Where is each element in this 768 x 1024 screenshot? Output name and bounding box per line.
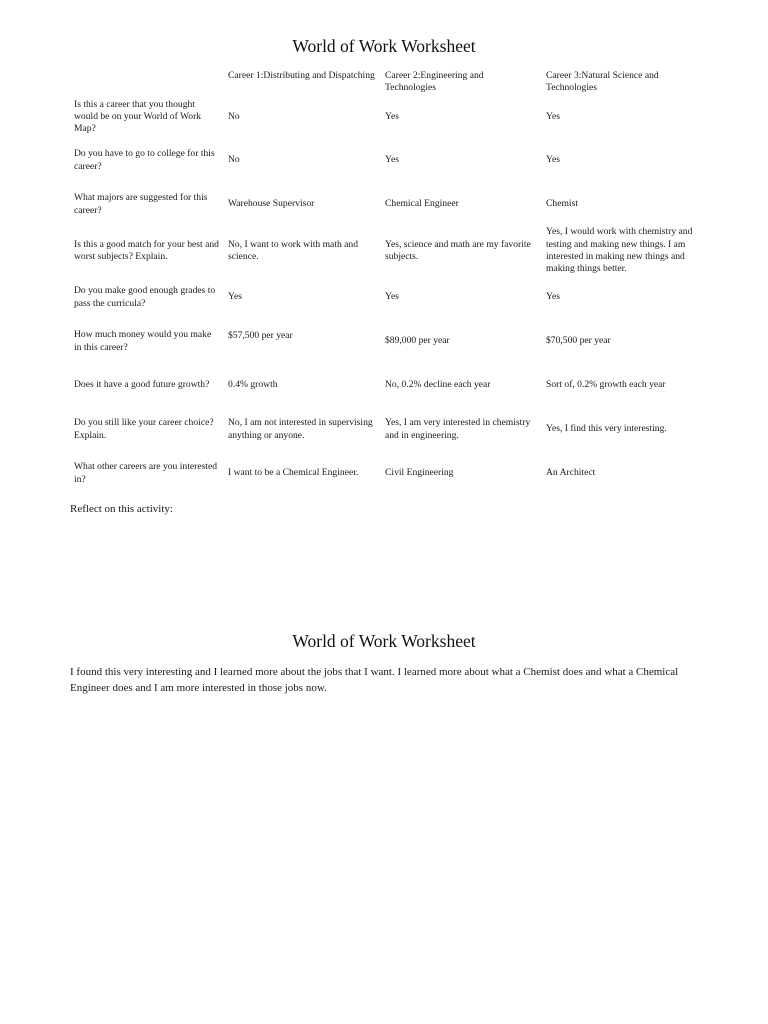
row-answer-career-2: Yes xyxy=(385,110,399,122)
row-answer-career-1: No xyxy=(228,110,240,122)
worksheet-title-repeat: World of Work Worksheet xyxy=(292,631,476,651)
row-answer-career-3: An Architect xyxy=(546,467,596,479)
reflect-label: Reflect on this activity: xyxy=(70,503,173,515)
row-answer-career-2: Yes xyxy=(385,154,399,166)
row-answer-career-1: 0.4% growth xyxy=(228,379,278,391)
row-question: Do you have to go to college for this career? xyxy=(74,148,215,172)
row-answer-career-2: Civil Engineering xyxy=(385,467,454,479)
row-answer-career-3: Yes, I find this very interesting. xyxy=(546,423,667,435)
column-header-career-2: Career 2:Engineering and Technologies xyxy=(385,70,484,94)
row-question: Is this a career that you thought would be on your World of Work Map? xyxy=(74,98,202,135)
row-answer-career-1: No, I want to work with math and science. xyxy=(228,238,359,262)
row-answer-career-2: Chemical Engineer xyxy=(385,198,459,210)
row-answer-career-1: No, I am not interested in supervising anything or anyone. xyxy=(228,417,373,441)
column-header-career-3: Career 3:Natural Science and Technologies xyxy=(546,70,659,94)
column-header-career-1: Career 1:Distributing and Dispatching xyxy=(228,70,375,81)
row-answer-career-3: Yes xyxy=(546,110,560,122)
row-answer-career-3: $70,500 per year xyxy=(546,335,611,347)
row-question: Is this a good match for your best and worst subjects? Explain. xyxy=(74,238,219,262)
row-question: Do you still like your career choice? Explain. xyxy=(74,417,214,441)
row-answer-career-3: Yes xyxy=(546,291,560,303)
row-answer-career-1: Yes xyxy=(228,291,242,303)
row-answer-career-3: Chemist xyxy=(546,198,578,210)
row-answer-career-1: I want to be a Chemical Engineer. xyxy=(228,467,359,479)
row-answer-career-3: Yes xyxy=(546,154,560,166)
row-question: What other careers are you interested in? xyxy=(74,461,218,485)
row-answer-career-1: $57,500 per year xyxy=(228,329,293,341)
row-answer-career-2: Yes, I am very interested in chemistry and in engineering. xyxy=(385,417,531,441)
row-answer-career-1: Warehouse Supervisor xyxy=(228,198,315,210)
row-answer-career-3: Yes, I would work with chemistry and testing and making new things. I am interested in making new things and making things better. xyxy=(546,226,693,275)
row-answer-career-3: Sort of, 0.2% growth each year xyxy=(546,379,666,391)
row-question: How much money would you make in this career? xyxy=(74,329,212,353)
row-question: Do you make good enough grades to pass the curricula? xyxy=(74,285,216,309)
row-question: Does it have a good future growth? xyxy=(74,379,210,391)
row-answer-career-2: Yes, science and math are my favorite subjects. xyxy=(385,238,531,262)
row-answer-career-1: No xyxy=(228,154,240,166)
row-answer-career-2: $89,000 per year xyxy=(385,335,450,347)
row-answer-career-2: No, 0.2% decline each year xyxy=(385,379,491,391)
row-answer-career-2: Yes xyxy=(385,291,399,303)
row-question: What majors are suggested for this career? xyxy=(74,192,208,216)
worksheet-title: World of Work Worksheet xyxy=(292,36,476,56)
reflection-text: I found this very interesting and I learned more about the jobs that I want. I learned more about what a Chemist does and what a Chemical Engineer does and I am more interested in those jobs now. xyxy=(70,666,679,694)
